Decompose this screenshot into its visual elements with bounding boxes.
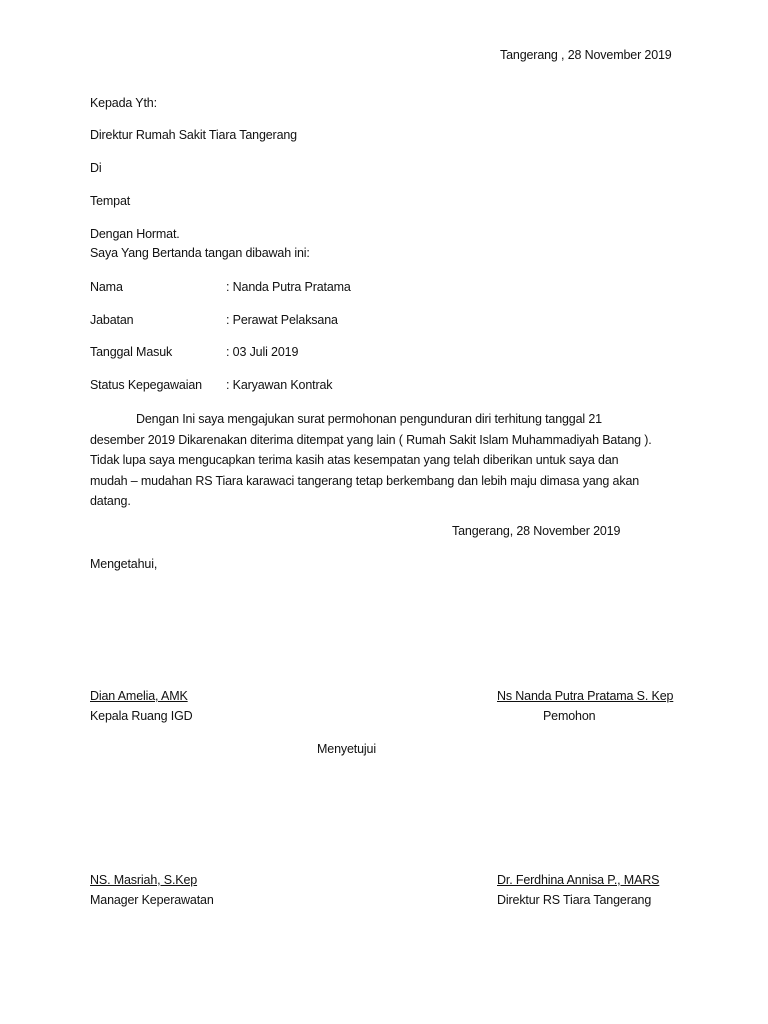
body-paragraph [90, 409, 690, 512]
recipient-name: Direktur Rumah Sakit Tiara Tangerang [90, 128, 297, 142]
signer-name-manager: NS. Masriah, S.Kep [90, 873, 198, 887]
field-value-nama: : Nanda Putra Pratama [226, 280, 351, 294]
signer-title-manager: Manager Keperawatan [90, 893, 214, 907]
field-label-nama: Nama [90, 280, 123, 294]
field-label-tanggal-masuk: Tanggal Masuk [90, 345, 173, 359]
signer-name-kepala-ruang: Dian Amelia, AMK [90, 689, 188, 703]
salutation: Dengan Hormat. [90, 227, 180, 241]
field-label-jabatan: Jabatan [90, 313, 134, 327]
recipient-tempat: Tempat [90, 194, 131, 208]
body-line: Tidak lupa saya mengucapkan terima kasih atas kesempatan yang telah diberikan untuk saya dan [90, 453, 619, 467]
letter-date-top: Tangerang , 28 November 2019 [500, 48, 672, 62]
body-line: datang. [90, 494, 131, 508]
field-value-tanggal-masuk: : 03 Juli 2019 [226, 345, 299, 359]
recipient-di: Di [90, 161, 102, 175]
intro-text: Saya Yang Bertanda tangan dibawah ini: [90, 246, 310, 260]
signer-title-kepala-ruang: Kepala Ruang IGD [90, 709, 193, 723]
signer-name-direktur: Dr. Ferdhina Annisa P., MARS [497, 873, 660, 887]
recipient-greeting: Kepada Yth: [90, 96, 157, 110]
field-value-jabatan: : Perawat Pelaksana [226, 313, 338, 327]
menyetujui-label: Menyetujui [317, 742, 376, 756]
body-line: mudah – mudahan RS Tiara karawaci tangerang tetap berkembang dan lebih maju dimasa yang akan [90, 473, 640, 488]
letter-date-bottom: Tangerang, 28 November 2019 [452, 524, 621, 538]
signer-title-pemohon: Pemohon [543, 709, 596, 723]
field-value-status: : Karyawan Kontrak [226, 378, 333, 392]
field-label-status: Status Kepegawaian [90, 378, 202, 392]
signer-name-pemohon: Ns Nanda Putra Pratama S. Kep [497, 689, 674, 703]
mengetahui-label: Mengetahui, [90, 557, 158, 571]
body-line: desember 2019 Dikarenakan diterima ditempat yang lain ( Rumah Sakit Islam Muhammadiyah Batang ). [90, 432, 652, 447]
signer-title-direktur: Direktur RS Tiara Tangerang [497, 893, 652, 907]
body-line: Dengan Ini saya mengajukan surat permohonan pengunduran diri terhitung tanggal 21 [136, 412, 602, 426]
